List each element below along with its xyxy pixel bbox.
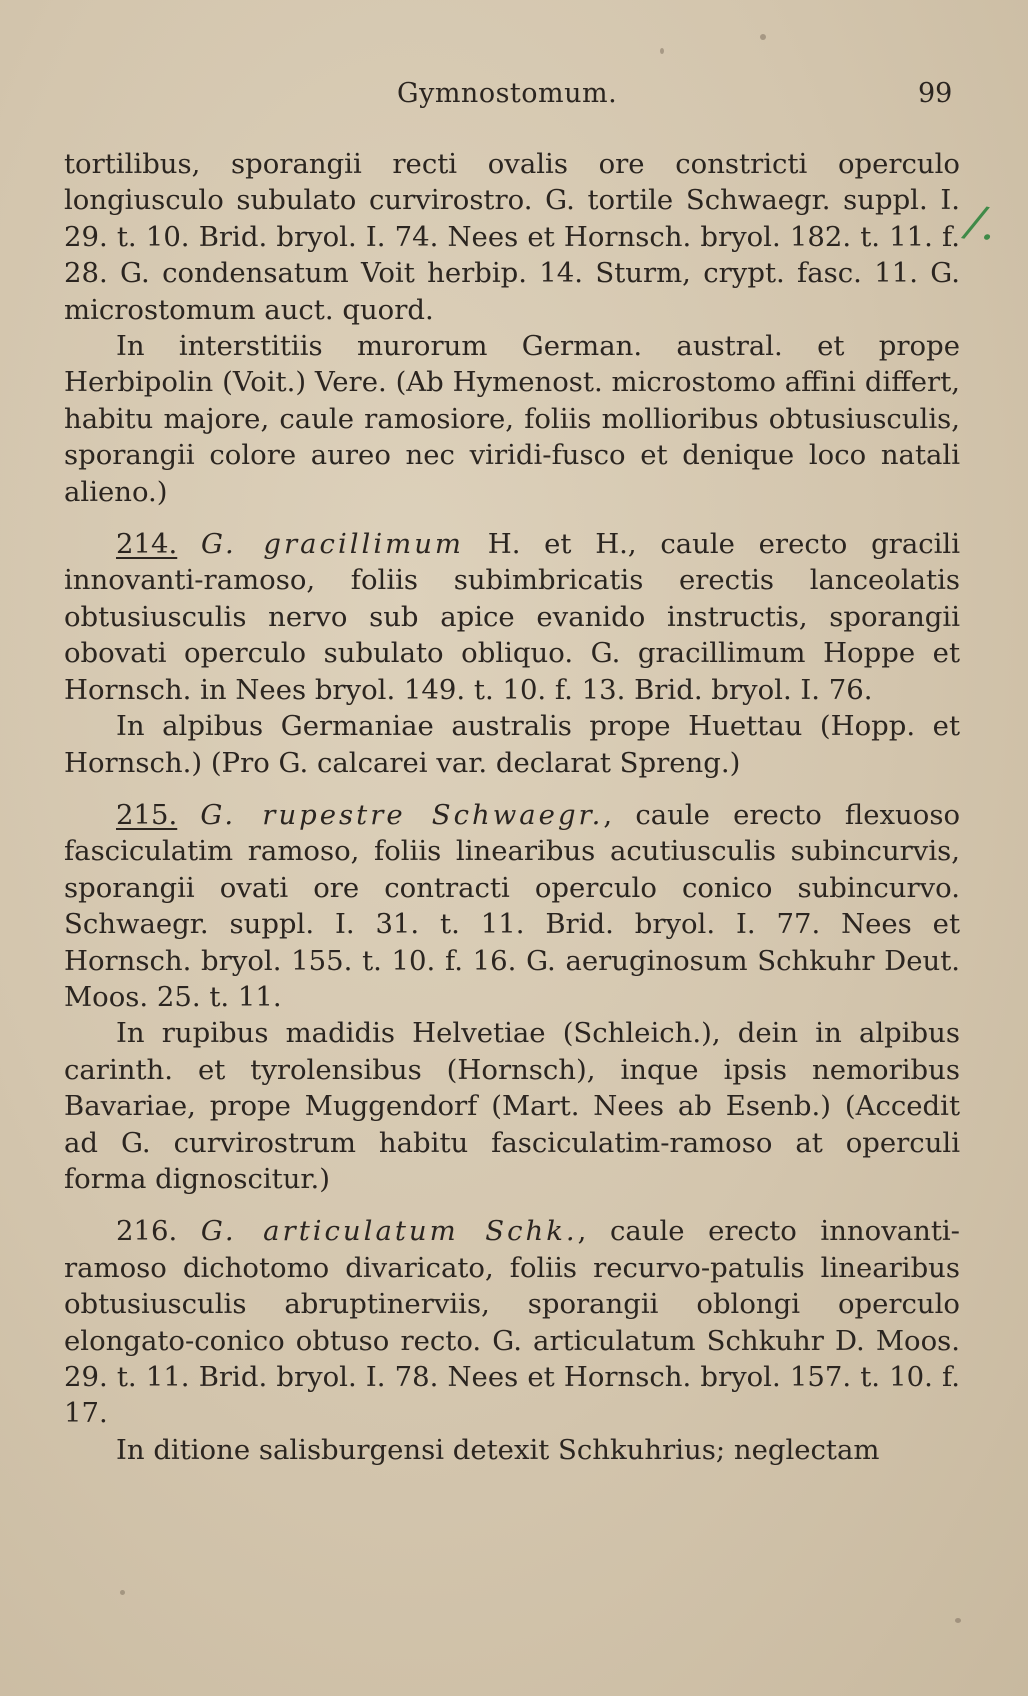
paragraph-intro-habitat: In interstitiis murorum German. austral. et prope Herbipolin (Voit.) Vere. (Ab Hymenost. microstomo affini differt, habitu majore, caule ramosiore, foliis mollioribus obtusiusculis, sporangii colore aureo nec viridi-fusco et denique loco natali alieno.)	[64, 330, 960, 508]
body-text	[64, 146, 960, 1468]
running-title: Gymnostomum.	[397, 78, 618, 109]
species-number: 214.	[116, 528, 178, 561]
species-name: G. rupestre Schwaegr.	[200, 798, 604, 831]
page-number: 99	[918, 78, 953, 109]
paper-speck	[955, 1618, 961, 1623]
handwritten-margin-mark: /.	[963, 195, 1002, 252]
species-name: G. articulatum Schk.	[200, 1215, 578, 1248]
species-description: , caule erecto innovanti-ramoso dichotomo divaricato, foliis recurvo-patulis linearibus obtusiusculis abruptinerviis, sporangii oblongi operculo elongato-conico obtuso recto. G. articulatum Schkuhr D. Moos. 29. t. 11. Brid. bryol. I. 78. Nees et Hornsch. bryol. 157. t. 10. f. 17.	[64, 1215, 960, 1430]
paper-speck	[660, 48, 664, 54]
paper-speck	[120, 1590, 125, 1595]
species-entry-214	[64, 526, 960, 708]
paragraph-intro: tortilibus, sporangii recti ovalis ore constricti operculo longiusculo subulato curvirostro. G. tortile Schwaegr. suppl. I. 29. t. 10. Brid. bryol. I. 74. Nees et Hornsch. bryol. 182. t. 11. f. 28. G. condensatum Voit herbip. 14. Sturm, crypt. fasc. 11. G. microstomum auct. quord.	[64, 148, 960, 326]
species-number: 216.	[116, 1215, 178, 1248]
running-header	[0, 78, 1028, 118]
species-habitat-214: In alpibus Germaniae australis prope Huettau (Hopp. et Hornsch.) (Pro G. calcarei var. declarat Spreng.)	[64, 710, 960, 779]
species-name: G. gracillimum	[200, 528, 464, 561]
species-description: H. et H., caule erecto gracili innovanti-ramoso, foliis subimbricatis erectis lanceolatis obtusiusculis nervo sub apice evanido instructis, sporangii obovati operculo subulato obliquo. G. gracillimum Hoppe et Hornsch. in Nees bryol. 149. t. 10. f. 13. Brid. bryol. I. 76.	[64, 528, 961, 706]
species-habitat-216: In ditione salisburgensi detexit Schkuhrius; neglectam	[116, 1433, 880, 1466]
species-habitat-215: In rupibus madidis Helvetiae (Schleich.), dein in alpibus carinth. et tyrolensibus (Hornsch), inque ipsis nemoribus Bavariae, prope Muggendorf (Mart. Nees ab Esenb.) (Accedit ad G. curvirostrum habitu fasciculatim-ramoso at operculi forma dignoscitur.)	[64, 1017, 960, 1195]
species-description: , caule erecto flexuoso fasciculatim ramoso, foliis linearibus acutiusculis subincurvis, sporangii ovati ore contracti operculo conico subincurvo. Schwaegr. suppl. I. 31. t. 11. Brid. bryol. I. 77. Nees et Hornsch. bryol. 155. t. 10. f. 16. G. aeruginosum Schkuhr Deut. Moos. 25. t. 11.	[64, 798, 960, 1013]
species-number: 215.	[116, 798, 178, 831]
species-entry-215	[64, 797, 960, 1015]
paper-speck	[760, 34, 766, 40]
species-entry-216	[64, 1213, 960, 1431]
